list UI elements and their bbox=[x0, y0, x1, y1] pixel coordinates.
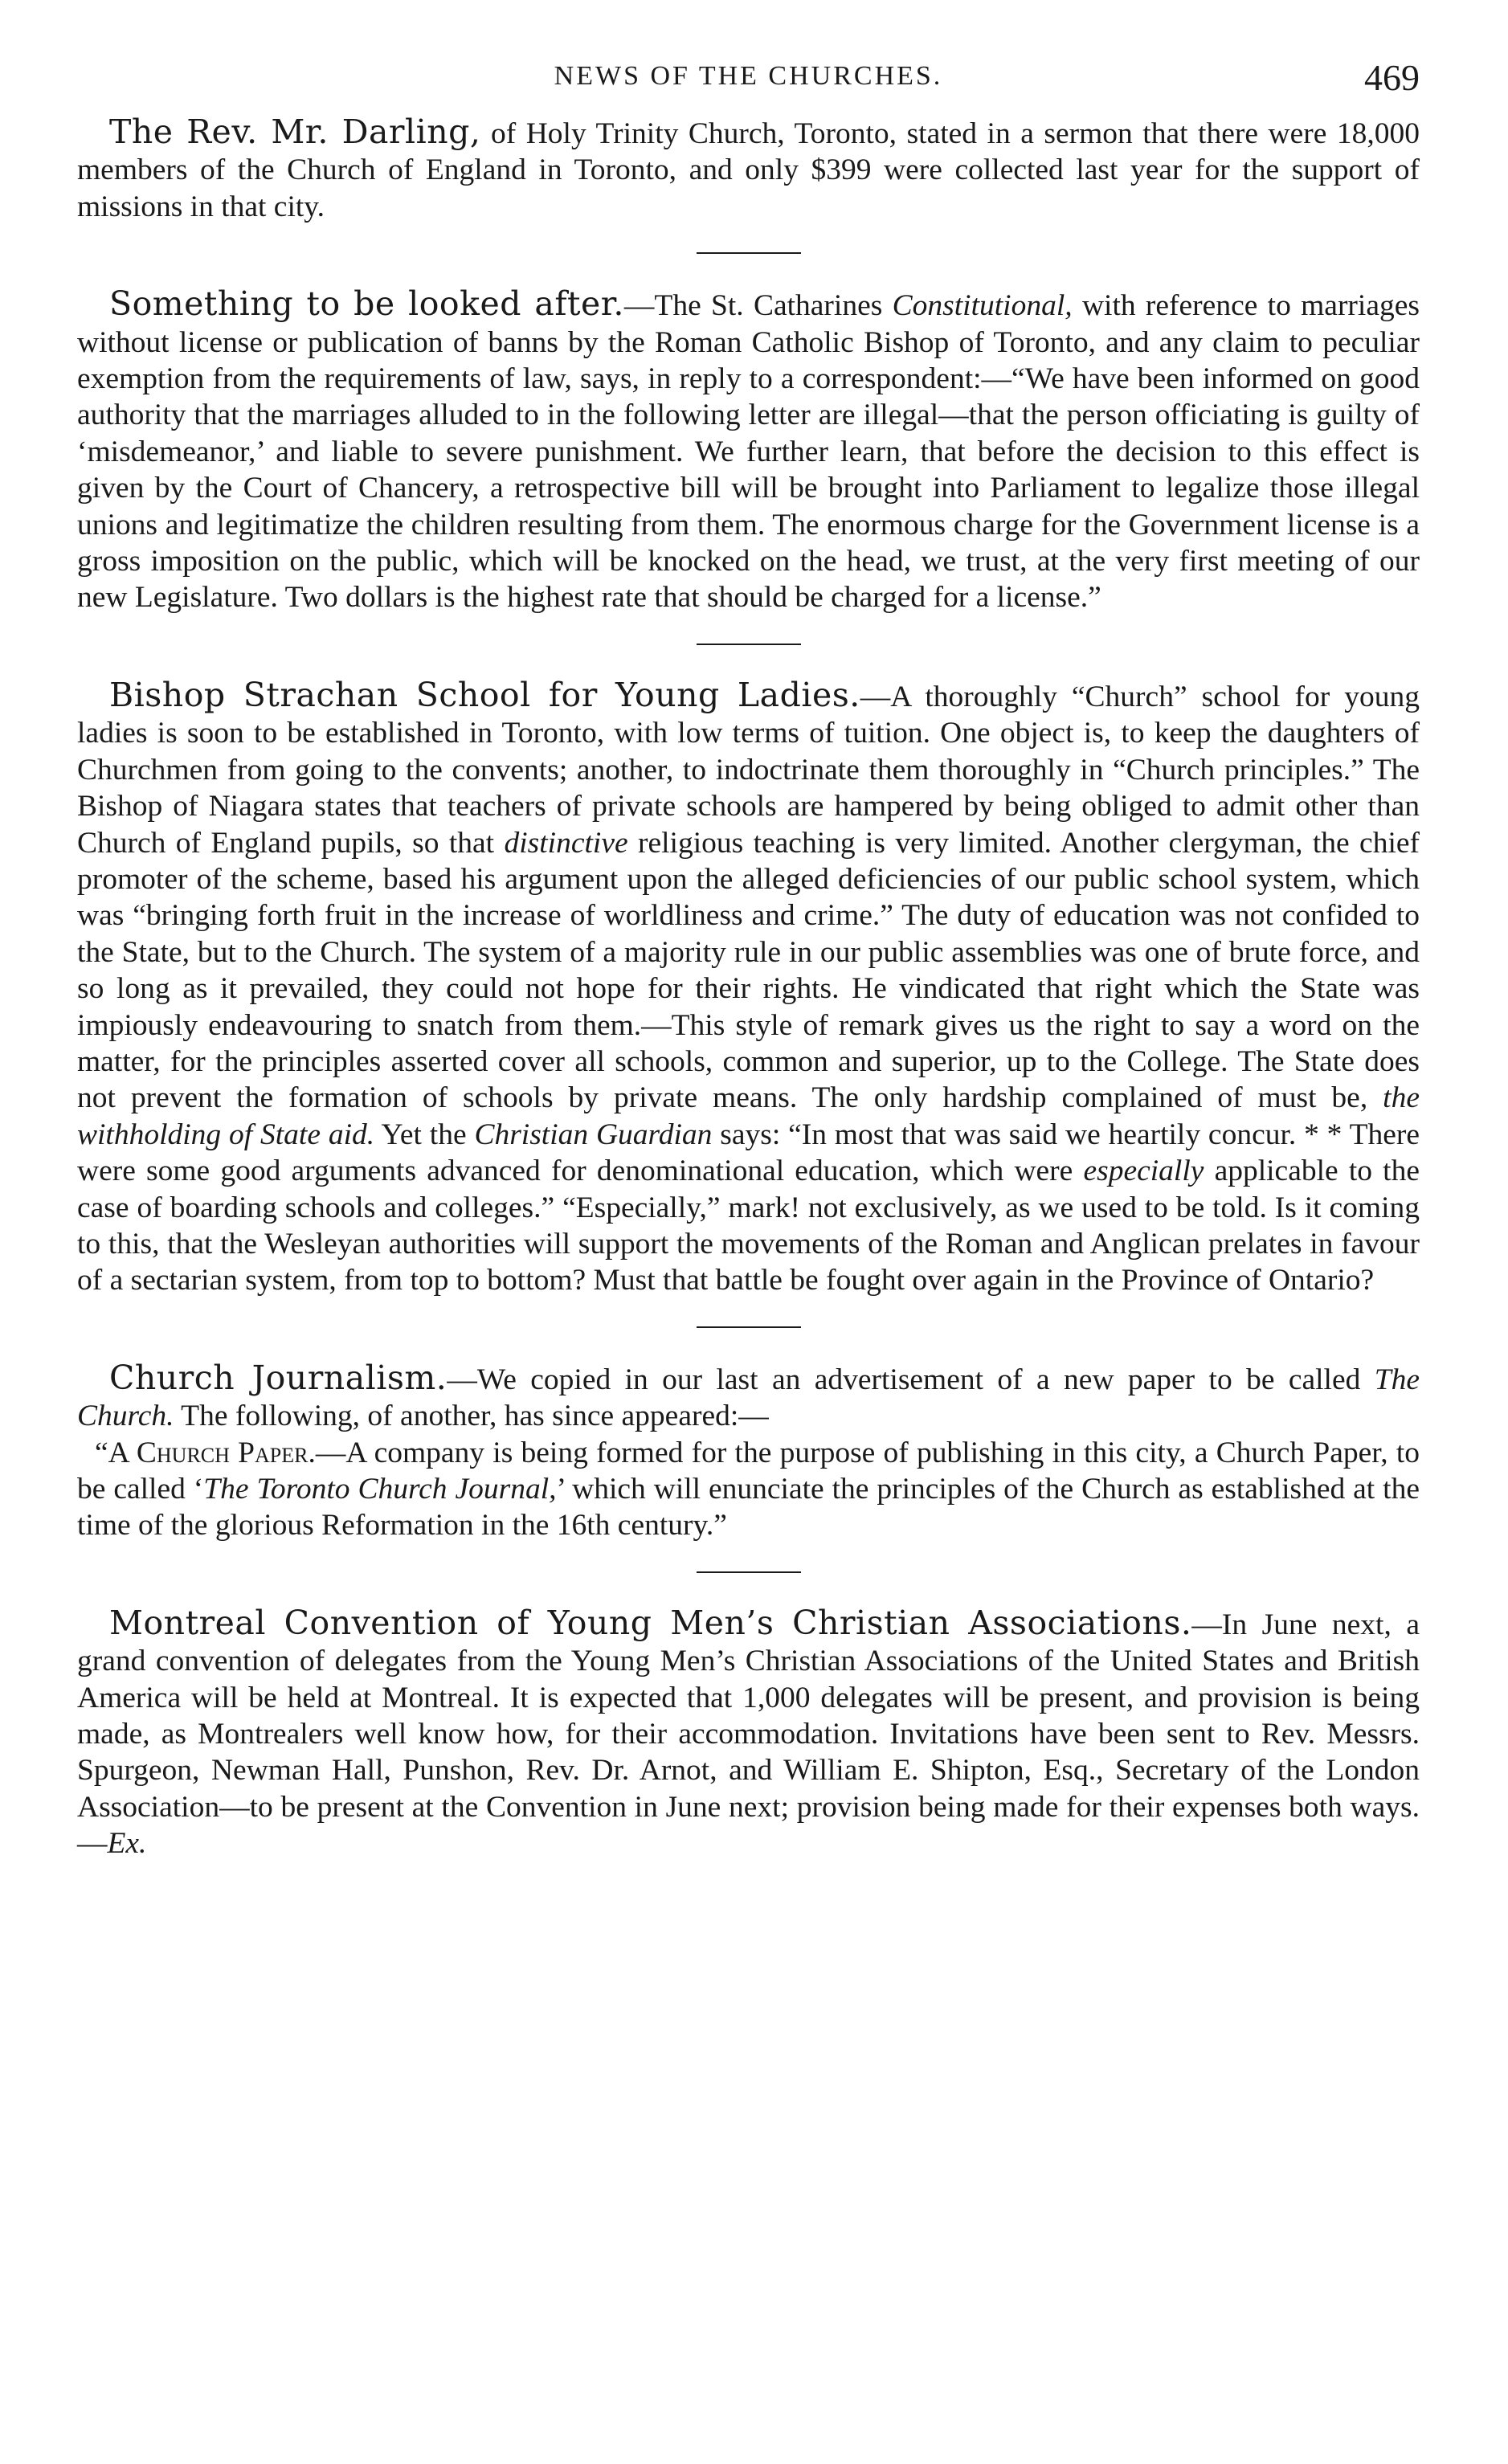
article-headline: The Rev. Mr. Darling, bbox=[109, 112, 481, 151]
quote-body: —A company is being formed for the purpose of publishing in this city, a Church Paper, to be called ‘ bbox=[77, 1436, 1420, 1506]
article-body-part: —We copied in our last an advertisement of a new paper to be called bbox=[447, 1363, 1375, 1396]
section-divider bbox=[697, 1571, 801, 1573]
article-headline: Something to be looked after. bbox=[109, 284, 624, 324]
article-church-journalism bbox=[77, 1360, 1420, 1544]
newspaper-title: Christian Guardian bbox=[474, 1118, 713, 1151]
article-ymca-convention bbox=[77, 1605, 1420, 1862]
article-italic: distinctive bbox=[504, 826, 628, 860]
quote-body: ’ which will enunciate the principles of the Church as established at the time of the glorious Reformation in the 16th century.” bbox=[77, 1473, 1420, 1543]
article-body: —In June next, a grand convention of delegates from the Young Men’s Christian Associations of the United States and British America will be held at Montreal. It is expected that 1,000 delegates will be present, and provision is being made, as Montrealers well know how, for their accommodation. Invitations have been sent to Rev. Messrs. Spurgeon, Newman Hall, Punshon, Rev. Dr. Arnot, and William E. Shipton, Esq., Secretary of the London Association—to be present at the Convention in June next; provision being made for their expenses both ways.— bbox=[77, 1608, 1420, 1861]
article-italic: especially bbox=[1083, 1154, 1204, 1188]
running-head bbox=[77, 56, 1420, 114]
quote-lead: “A Church Paper. bbox=[95, 1436, 316, 1469]
section-divider bbox=[697, 252, 801, 254]
article-body-part: Yet the bbox=[374, 1118, 475, 1151]
article-body: with reference to marriages without license or publication of banns by the Roman Catholic Bishop of Toronto, and any claim to peculiar exemption from the requirements of law, says, in reply to a correspondent:—“We have been informed on good authority that the marriages alluded to in the following letter are illegal—that the person officiating is guilty of ‘misdemeanor,’ and liable to severe punishment. We further learn, that before the decision to this effect is given by the Court of Chancery, a retrospective bill will be brought into Parliament to legalize those illegal unions and legitimatize the children resulting from them. The enormous charge for the Government license is a gross imposition on the public, which will be knocked on the head, we trust, at the very first meeting of our new Legislature. Two dollars is the highest rate that should be charged for a license.” bbox=[77, 289, 1420, 615]
article-headline: Church Journalism. bbox=[109, 1358, 447, 1397]
article-strachan-school bbox=[77, 677, 1420, 1299]
running-title: NEWS OF THE CHURCHES. bbox=[554, 61, 943, 91]
section-divider bbox=[697, 1326, 801, 1328]
article-headline: Montreal Convention of Young Men’s Christian Associations. bbox=[109, 1603, 1192, 1642]
article-darling bbox=[77, 114, 1420, 225]
article-headline: Bishop Strachan School for Young Ladies. bbox=[109, 675, 860, 714]
article-body-part: religious teaching is very limited. Another clergyman, the chief promoter of the scheme, based his argument upon the alleged deficiencies of our public school system, which was “bringing forth fruit in the increase of worldliness and crime.” The duty of education was not confided to the State, but to the Church. The system of a majority rule in our public assemblies was one of brute force, and so long as it prevailed, they could not hope for their rights. He vindicated that right which the State was impiously endeavouring to snatch from them.—This style of remark gives us the right to say a word on the matter, for the principles asserted cover all schools, common and superior, up to the College. The State does not prevent the formation of schools by private means. The only hardship complained of must be, bbox=[77, 826, 1420, 1115]
newspaper-title: Constitutional, bbox=[892, 289, 1073, 323]
quoted-advertisement bbox=[77, 1435, 1420, 1544]
article-body-part: applicable to the case of boarding schools and colleges.” “Especially,” mark! not exclusively, as we used to be told. Is it coming to this, that the Wesleyan authorities will support the movements of the Roman and Anglican prelates in favour of a sectarian system, from top to bottom? Must that battle be fought over again in the Province of Ontario? bbox=[77, 1154, 1420, 1297]
article-body-part: says: “In most that was said we heartily concur. * * There were some good arguments advanced for denominational education, which were bbox=[77, 1118, 1420, 1188]
newspaper-title: The Church. bbox=[77, 1363, 1420, 1433]
article-marriages bbox=[77, 286, 1420, 616]
section-divider bbox=[697, 644, 801, 645]
article-body-part: The following, of another, has since appeared:— bbox=[174, 1400, 769, 1433]
article-italic: the withholding of State aid. bbox=[77, 1081, 1420, 1151]
article-body-part: —A thoroughly “Church” school for young ladies is soon to be established in Toronto, with low terms of tuition. One object is, to keep the daughters of Churchmen from going to the convents; another, to indoctrinate them thoroughly in “Church principles.” The Bishop of Niagara states that teachers of private schools are hampered by being obliged to admit other than Church of England pupils, so that bbox=[77, 680, 1420, 860]
article-body-lead: —The St. Catharines bbox=[623, 289, 893, 323]
newspaper-title: The Toronto Church Journal, bbox=[203, 1473, 557, 1506]
article-body: of Holy Trinity Church, Toronto, stated in a sermon that there were 18,000 members of the Church of England in Toronto, and only $399 were collected last year for the support of missions in that city. bbox=[77, 117, 1420, 223]
source-attribution: Ex. bbox=[107, 1827, 147, 1861]
page-number: 469 bbox=[1364, 57, 1420, 98]
